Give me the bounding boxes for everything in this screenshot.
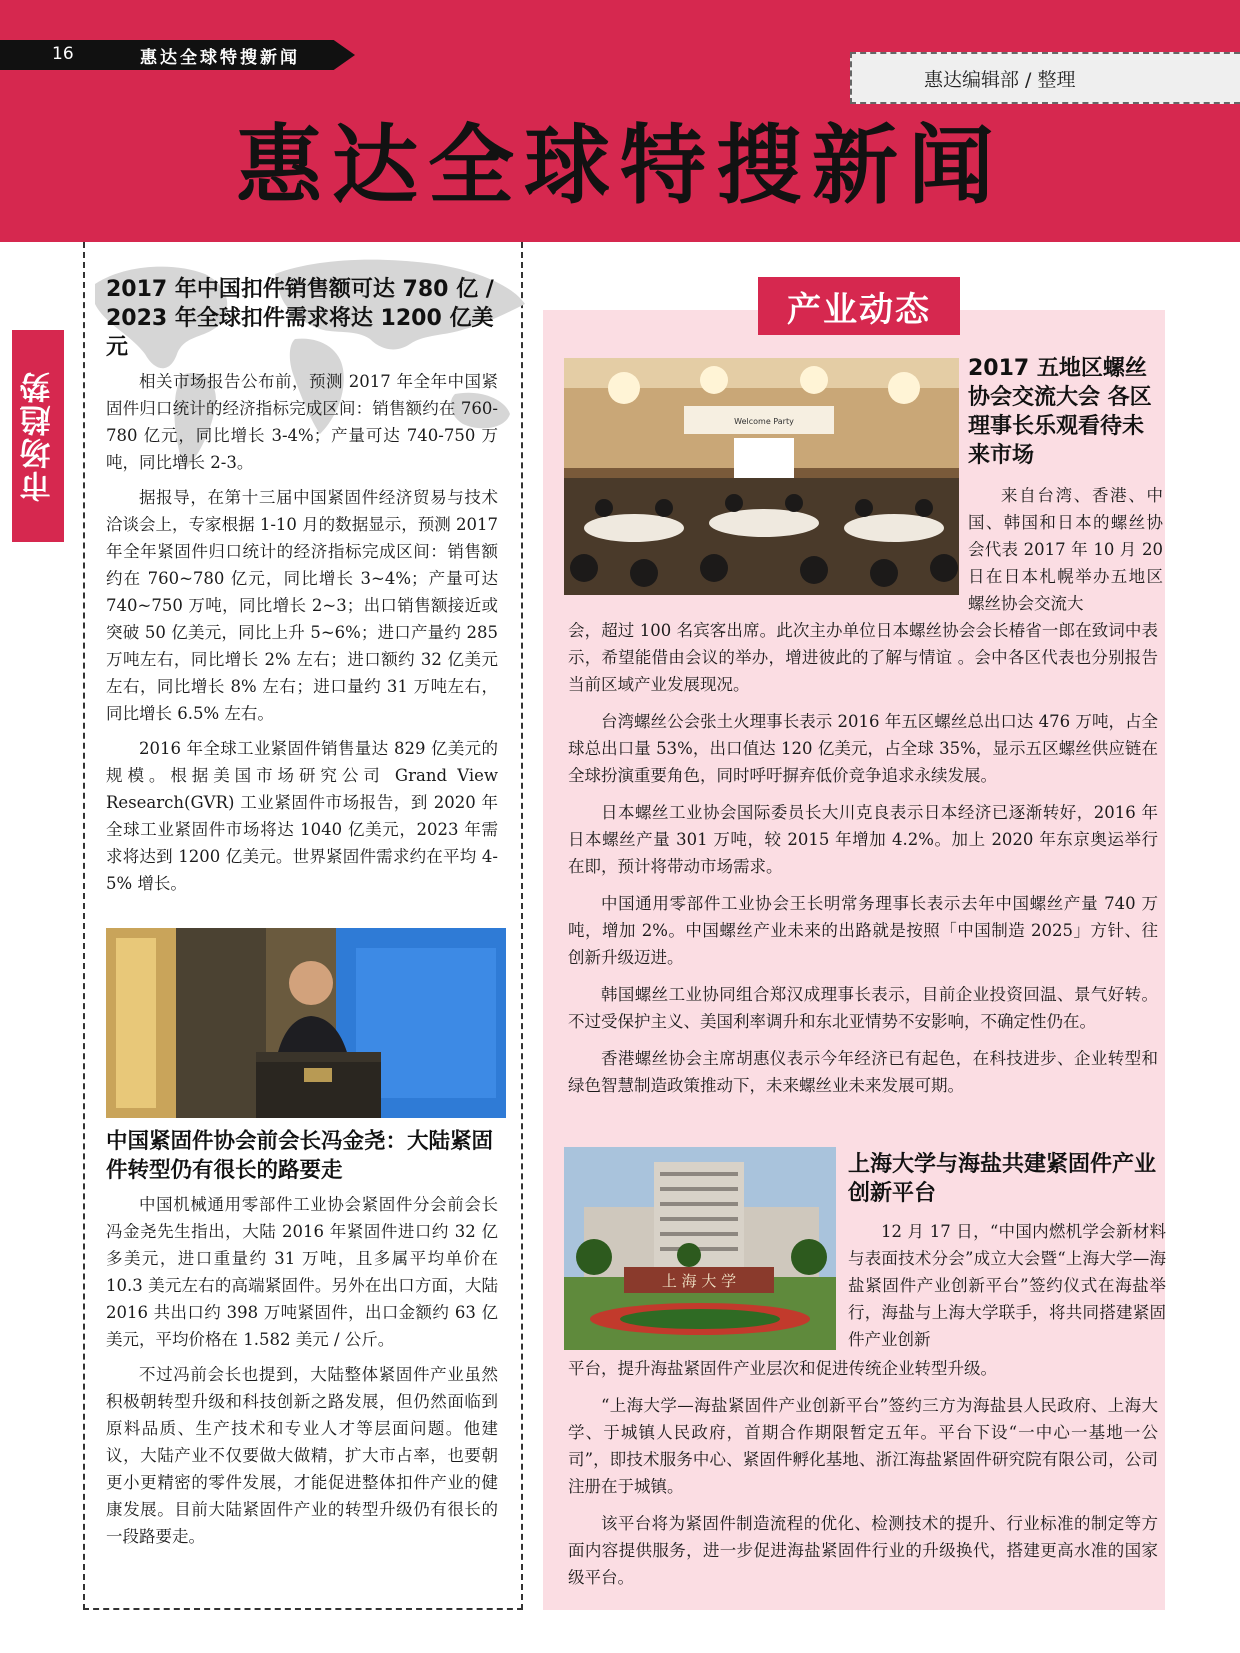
article-forecast — [106, 275, 498, 905]
article-five-region-body — [568, 617, 1158, 1109]
article-paragraph: 相关市场报告公布前，预测 2017 年全年中国紧固件归口统计的经济指标完成区间：销售额约在 760-780 亿元，同比增长 3-4%；产量可达 740-750 万吨，同比增长 2-3。 — [106, 372, 498, 472]
section-label-industry: 产业动态 — [758, 277, 960, 335]
article-paragraph: 不过冯前会长也提到，大陆整体紧固件产业虽然积极朝转型升级和科技创新之路发展，但仍然面临到原料品质、生产技术和专业人才等层面问题。他建议，大陆产业不仅要做大做精，扩大市占率，也要朝更小更精密的零件发展，才能促进整体扣件产业的健康发展。目前大陆紧固件产业的转型升级仍有很长的一段路要走。 — [106, 1365, 498, 1546]
section-tab-market-trend: 市场趋势 — [12, 330, 64, 542]
article-paragraph: 2016 年全球工业紧固件销售量达 829 亿美元的规模。根据美国市场研究公司 Grand View Research(GVR) 工业紧固件市场报告，到 2020 年全球工业紧固件市场将达 1040 亿美元，2023 年需求将达到 1200 亿美元。世界紧固件需求约在平均 4-5% 增长。 — [106, 739, 498, 893]
article-interview — [106, 1127, 498, 1558]
article-paragraph: 据报导，在第十三届中国紧固件经济贸易与技术洽谈会上，专家根据 1-10 月的数据显示，预测 2017 年全年紧固件归口统计的经济指标完成区间：销售额约在 760~780 亿元，同比增长 3~4%；产量可达 740~750 万吨，同比增长 2~3；出口销售额接近或突破 50 亿美元，同比上升 5~6%；进口产量约 285 万吨左右，同比增长 2% 左右；进口额约 32 亿美元左右，同比增长 8% 左右；进口量约 31 万吨左右，同比增长 6.5% 左右。 — [106, 488, 498, 723]
article-paragraph: 会，超过 100 名宾客出席。此次主办单位日本螺丝协会会长椿省一郎在致词中表示，希望能借由会议的举办，增进彼此的了解与情谊 。会中各区代表也分别报告当前区域产业发展现况。 — [568, 621, 1158, 694]
page-number: 16 — [52, 44, 74, 64]
photo-shanghai-university — [564, 1147, 836, 1350]
article-shanghai-body — [568, 1355, 1158, 1601]
article-paragraph: 中国机械通用零部件工业协会紧固件分会前会长冯金尧先生指出，大陆 2016 年紧固件进口约 32 亿多美元，进口重量约 31 万吨，且多属平均单价在 10.3 美元左右的高端紧固件。另外在出口方面，大陆 2016 共出口约 398 万吨紧固件，出口金额约 63 亿美元，平均价格在 1.582 美元 / 公斤。 — [106, 1195, 498, 1349]
article-shanghai-lead: 12 月 17 日，“中国内燃机学会新材料与表面技术分会”成立大会暨“上海大学—海盐紧固件产业创新平台”签约仪式在海盐举行，海盐与上海大学联手，将共同搭建紧固件产业创新 — [848, 1222, 1166, 1349]
article-forecast-title: 2017 年中国扣件销售额可达 780 亿 / 2023 年全球扣件需求将达 1200 亿美元 — [106, 277, 494, 360]
photo-speaker-at-podium — [106, 928, 506, 1118]
photo-screen-text: Welcome Party — [734, 417, 794, 426]
article-paragraph: 台湾螺丝公会张土火理事长表示 2016 年五区螺丝总出口达 476 万吨，占全球总出口量 53%，出口值达 120 亿美元，占全球 35%，显示五区螺丝供应链在全球扮演重要角色，同时呼吁摒弃低价竞争追求永续发展。 — [568, 712, 1158, 785]
article-paragraph: 平台，提升海盐紧固件产业层次和促进传统企业转型升级。 — [568, 1359, 997, 1378]
article-paragraph: 该平台将为紧固件制造流程的优化、检测技术的提升、行业标准的制定等方面内容提供服务，进一步促进海盐紧固件行业的升级换代，搭建更高水准的国家级平台。 — [568, 1514, 1158, 1587]
article-paragraph: 韩国螺丝工业协同组合郑汉成理事长表示，目前企业投资回温、景气好转。不过受保护主义、美国利率调升和东北亚情势不安影响，不确定性仍在。 — [568, 985, 1158, 1031]
masthead-title: 惠达全球特搜新闻 — [236, 116, 1004, 216]
article-paragraph: 香港螺丝协会主席胡惠仪表示今年经济已有起色，在科技进步、企业转型和绿色智慧制造政策推动下，未来螺丝业未来发展可期。 — [568, 1049, 1158, 1095]
running-title: 惠达全球特搜新闻 — [140, 48, 300, 68]
photo-sign-text: 上 海 大 学 — [661, 1272, 737, 1290]
article-five-region-lead: 来自台湾、香港、中国、韩国和日本的螺丝协会代表 2017 年 10 月 20 日在日本札幌举办五地区螺丝协会交流大 — [968, 486, 1163, 613]
article-paragraph: “上海大学—海盐紧固件产业创新平台”签约三方为海盐县人民政府、上海大学、于城镇人民政府，首期合作期限暂定五年。平台下设“一中心一基地一公司”，即技术服务中心、紧固件孵化基地、浙江海盐紧固件研究院有限公司，公司注册在于城镇。 — [568, 1396, 1158, 1496]
article-paragraph: 中国通用零部件工业协会王长明常务理事长表示去年中国螺丝产量 740 万吨，增加 2%。中国螺丝产业未来的出路就是按照「中国制造 2025」方针、往创新升级迈进。 — [568, 894, 1158, 967]
article-paragraph: 日本螺丝工业协会国际委员长大川克良表示日本经济已逐渐转好，2016 年日本螺丝产量 301 万吨，较 2015 年增加 4.2%。加上 2020 年东京奥运举行在即，预计将带动市场需求。 — [568, 803, 1158, 876]
article-shanghai-title: 上海大学与海盐共建紧固件产业创新平台 — [848, 1152, 1157, 1206]
article-five-region-title: 2017 五地区螺丝协会交流大会 各区理事长乐观看待未来市场 — [968, 356, 1152, 468]
editor-credit: 惠达编辑部 / 整理 — [850, 52, 1240, 104]
article-interview-title: 中国紧固件协会前会长冯金尧：大陆紧固件转型仍有很长的路要走 — [106, 1129, 494, 1183]
photo-conference-hall — [564, 358, 959, 595]
